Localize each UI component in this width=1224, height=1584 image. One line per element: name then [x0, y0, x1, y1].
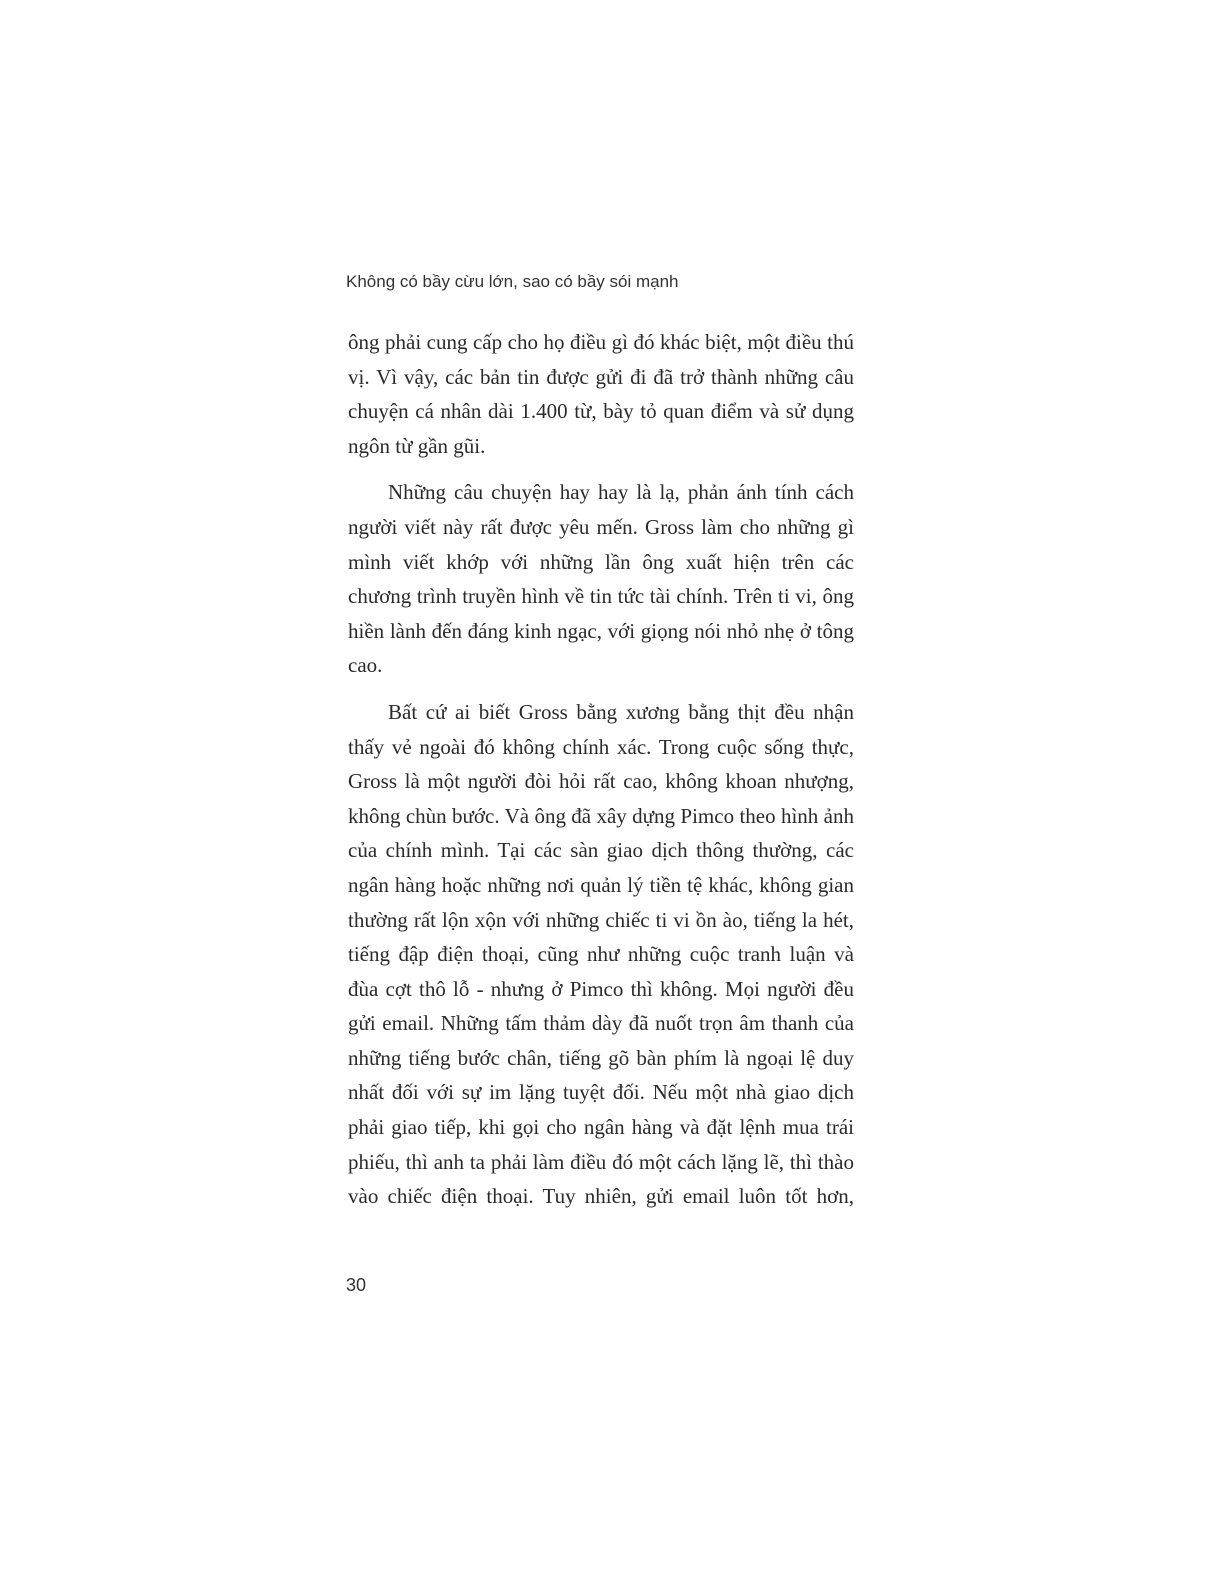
paragraph-pimco: Bất cứ ai biết Gross bằng xương bằng thịt đều nhận thấy vẻ ngoài đó không chính xác. Trong cuộc sống thực, Gross là một người đòi hỏi rất cao, không khoan nhượng, không chùn bước. Và ông đã xây dựng Pimco theo hình ảnh của chính mình. Tại các sàn giao dịch thông thường, các ngân hàng hoặc những nơi quản lý tiền tệ khác, không gian thường rất lộn xộn với những chiếc ti vi ồn ào, tiếng la hét, tiếng đập điện thoại, cũng như những cuộc tranh luận và đùa cợt thô lỗ - nhưng ở Pimco thì không. Mọi người đều gửi email. Những tấm thảm dày đã nuốt trọn âm thanh của những tiếng bước chân, tiếng gõ bàn phím là ngoại lệ duy nhất đối với sự im lặng tuyệt đối. Nếu một nhà giao dịch phải giao tiếp, khi gọi cho ngân hàng và đặt lệnh mua trái phiếu, thì anh ta phải làm điều đó một cách lặng lẽ, thì thào vào chiếc điện thoại. Tuy nhiên, gửi email luôn tốt hơn, — [348, 699, 854, 1209]
page-number: 30 — [346, 1275, 367, 1295]
running-header: Không có bầy cừu lớn, sao có bầy sói mạnh — [346, 272, 679, 291]
paragraph-continuation: ông phải cung cấp cho họ điều gì đó khác biệt, một điều thú vị. Vì vậy, các bản tin được gửi đi đã trở thành những câu chuyện cá nhân dài 1.400 từ, bày tỏ quan điểm và sử dụng ngôn từ gần gũi. — [348, 330, 854, 458]
body-text — [348, 325, 854, 1226]
paragraph-stories: Những câu chuyện hay hay là lạ, phản ánh tính cách người viết này rất được yêu mến. Gross làm cho những gì mình viết khớp với những lần ông xuất hiện trên các chương trình truyền hình về tin tức tài chính. Trên ti vi, ông hiền lành đến đáng kinh ngạc, với giọng nói nhỏ nhẹ ở tông cao. — [348, 480, 854, 678]
